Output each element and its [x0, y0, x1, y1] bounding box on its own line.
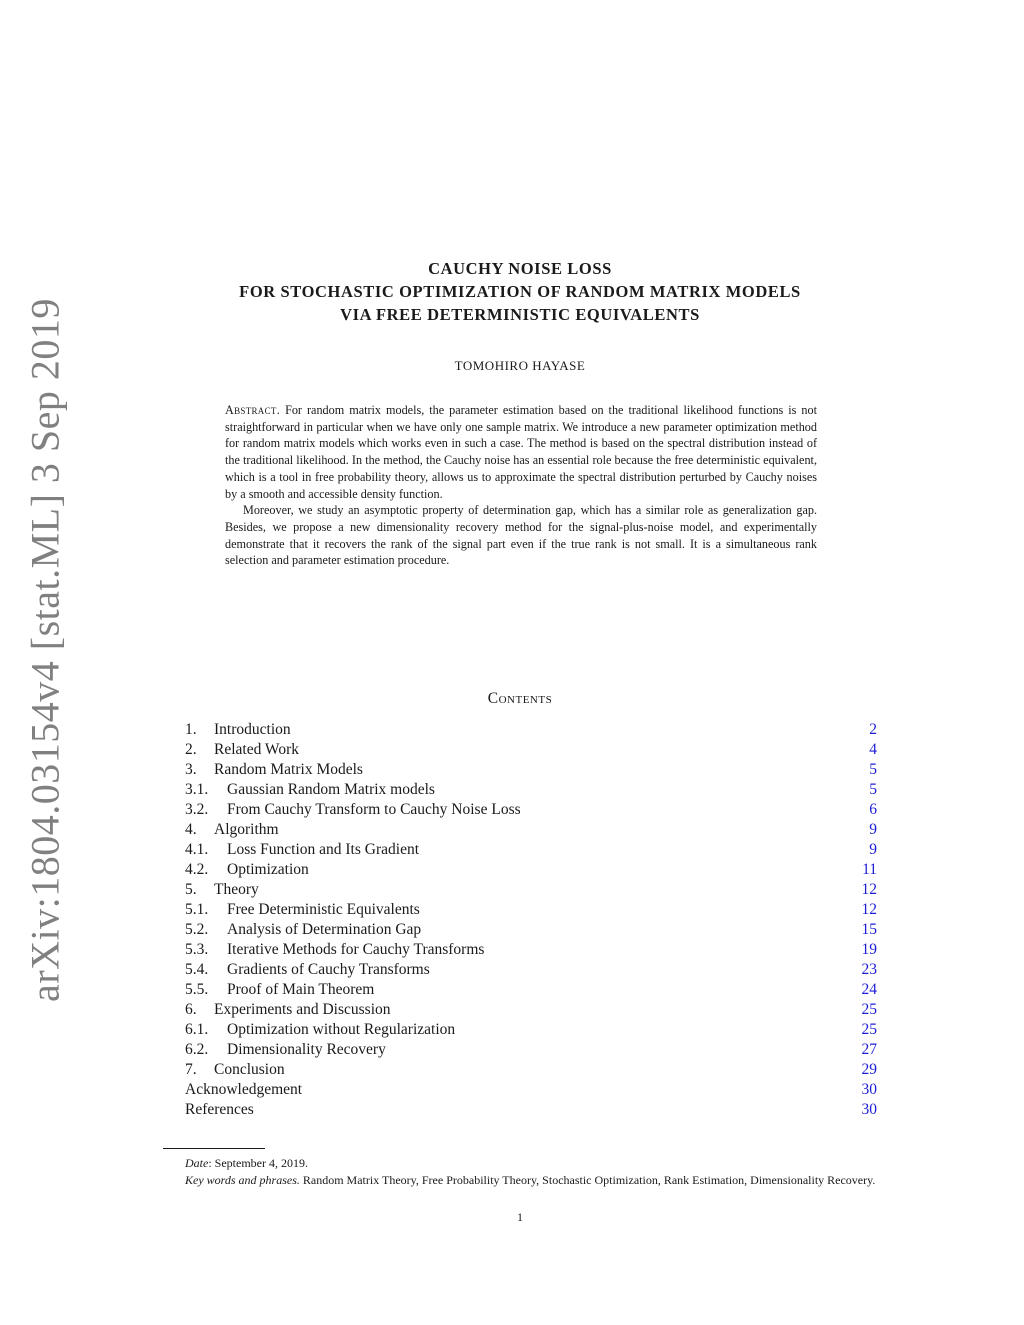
toc-entry-number: 5.2. — [185, 921, 209, 938]
toc-entry-heading — [185, 720, 291, 740]
toc-entry — [185, 800, 877, 820]
toc-entry-title: References — [185, 1101, 254, 1118]
toc-entry — [185, 860, 877, 880]
toc-entry-heading — [185, 1040, 386, 1060]
toc-entry-heading — [185, 1080, 302, 1100]
toc-entry-page-link[interactable]: 12 — [861, 881, 877, 898]
toc-entry — [185, 940, 877, 960]
toc-entry-number: 3. — [185, 761, 197, 778]
toc-entry — [185, 720, 877, 740]
toc-entry-number: 3.1. — [185, 781, 209, 798]
toc-entry — [185, 900, 877, 920]
toc-entry-heading — [185, 860, 309, 880]
toc-entry-page-link[interactable]: 4 — [869, 741, 877, 758]
toc-entry-title: Experiments and Discussion — [214, 1001, 391, 1018]
toc-entry — [185, 820, 877, 840]
toc-entry-heading — [185, 820, 279, 840]
toc-entry-page-link[interactable]: 23 — [861, 961, 877, 978]
toc-entry — [185, 780, 877, 800]
toc-entry-number: 5.4. — [185, 961, 209, 978]
toc-entry-page-link[interactable]: 2 — [869, 721, 877, 738]
toc-entry-number: 4.1. — [185, 841, 209, 858]
footnote-keywords — [163, 1172, 877, 1189]
toc-entry-page-link[interactable]: 25 — [861, 1001, 877, 1018]
toc-entry-number: 5. — [185, 881, 197, 898]
toc-entry-heading — [185, 980, 374, 1000]
paper-title — [160, 257, 880, 326]
toc-entry-heading — [185, 880, 259, 900]
toc-entry-heading — [185, 740, 299, 760]
toc-entry-title: Theory — [214, 881, 259, 898]
toc-entry-page-link[interactable]: 5 — [869, 761, 877, 778]
toc-entry-number: 6.1. — [185, 1021, 209, 1038]
toc-entry-heading — [185, 960, 430, 980]
title-line-3: VIA FREE DETERMINISTIC EQUIVALENTS — [340, 305, 700, 324]
toc-entry-page-link[interactable]: 9 — [869, 841, 877, 858]
toc-entry-title: Algorithm — [214, 821, 279, 838]
toc-entry — [185, 1060, 877, 1080]
page-number: 1 — [517, 1210, 523, 1224]
toc-entry-page-link[interactable]: 25 — [861, 1021, 877, 1038]
toc-entry-page-link[interactable]: 30 — [861, 1081, 877, 1098]
table-of-contents — [185, 720, 877, 1120]
toc-entry-title: Conclusion — [214, 1061, 285, 1078]
abstract-paragraph-1 — [225, 402, 817, 502]
toc-entry-title: Iterative Methods for Cauchy Transforms — [227, 941, 485, 958]
toc-entry — [185, 840, 877, 860]
toc-entry-page-link[interactable]: 29 — [861, 1061, 877, 1078]
toc-entry-title: Gradients of Cauchy Transforms — [227, 961, 430, 978]
toc-entry-heading — [185, 1060, 285, 1080]
toc-entry-title: Introduction — [214, 721, 291, 738]
toc-entry-number: 7. — [185, 1061, 197, 1078]
toc-entry-title: Optimization — [227, 861, 309, 878]
toc-entry-heading — [185, 780, 435, 800]
toc-entry-title: Dimensionality Recovery — [227, 1041, 386, 1058]
footnote-date-label: Date — [185, 1156, 209, 1170]
toc-entry-heading — [185, 760, 363, 780]
toc-entry-page-link[interactable]: 24 — [861, 981, 877, 998]
toc-entry-heading — [185, 1000, 391, 1020]
footnote-date — [163, 1155, 877, 1172]
footnote-divider — [163, 1148, 265, 1149]
abstract-heading: Abstract. — [225, 403, 281, 417]
toc-entry-page-link[interactable]: 19 — [861, 941, 877, 958]
abstract-paragraph-2: Moreover, we study an asymptotic property of determination gap, which has a similar role as generalization gap. Besides, we propose a new dimensionality recovery method for the signal-plus-noise model, and experimentally demonstrate that it recovers the rank of the signal part even if the true rank is not small. It is a simultaneous rank selection and parameter estimation procedure. — [225, 503, 817, 568]
toc-entry — [185, 1100, 877, 1120]
toc-entry-title: Acknowledgement — [185, 1081, 303, 1098]
footnote-keywords-label: Key words and phrases. — [185, 1172, 300, 1187]
toc-entry — [185, 1040, 877, 1060]
toc-entry-page-link[interactable]: 6 — [869, 801, 877, 818]
toc-entry — [185, 740, 877, 760]
toc-entry-number: 3.2. — [185, 801, 209, 818]
toc-entry-heading — [185, 800, 521, 820]
toc-entry-title: Analysis of Determination Gap — [227, 921, 422, 938]
toc-entry-number: 5.5. — [185, 981, 209, 998]
toc-entry-title: Loss Function and Its Gradient — [227, 841, 420, 858]
toc-entry-page-link[interactable]: 5 — [869, 781, 877, 798]
footnotes — [163, 1155, 877, 1188]
toc-entry-page-link[interactable]: 12 — [861, 901, 877, 918]
toc-entry-page-link[interactable]: 27 — [861, 1041, 877, 1058]
toc-entry-heading — [185, 940, 484, 960]
toc-entry-number: 6.2. — [185, 1041, 209, 1058]
toc-entry-page-link[interactable]: 11 — [862, 861, 877, 878]
toc-entry-title: Proof of Main Theorem — [227, 981, 375, 998]
toc-entry — [185, 920, 877, 940]
toc-entry-heading — [185, 920, 421, 940]
toc-entry — [185, 1000, 877, 1020]
toc-entry-number: 1. — [185, 721, 197, 738]
toc-entry-title: Random Matrix Models — [214, 761, 363, 778]
toc-entry-page-link[interactable]: 9 — [869, 821, 877, 838]
toc-entry-title: Optimization without Regularization — [227, 1021, 456, 1038]
abstract-paragraph-1-text: For random matrix models, the parameter estimation based on the traditional likelihood functions is not straightforward in particular when we have only one sample matrix. We introduce a new parameter optimization method for random matrix models which works even in such a case. The method is based on the spectral distribution instead of the traditional likelihood. In the method, the Cauchy noise has an essential role because the free deterministic equivalent, which is a tool in free probability theory, allows us to approximate the spectral distribution perturbed by Cauchy noises by a smooth and accessible density function. — [225, 403, 817, 501]
toc-entry-heading — [185, 1020, 455, 1040]
title-line-1: CAUCHY NOISE LOSS — [428, 259, 612, 278]
toc-entry — [185, 960, 877, 980]
arxiv-identifier-stamp: arXiv:1804.03154v4 [stat.ML] 3 Sep 2019 — [22, 298, 68, 1002]
toc-entry-number: 4. — [185, 821, 197, 838]
author-name: TOMOHIRO HAYASE — [454, 358, 586, 373]
title-line-2: FOR STOCHASTIC OPTIMIZATION OF RANDOM MATRIX MODELS — [239, 282, 801, 301]
toc-entry-page-link[interactable]: 15 — [861, 921, 877, 938]
toc-entry-title: Free Deterministic Equivalents — [227, 901, 420, 918]
toc-entry-heading — [185, 900, 420, 920]
footnote-keywords-value: Random Matrix Theory, Free Probability Theory, Stochastic Optimization, Rank Estimation, Dimensionality Recovery. — [299, 1172, 876, 1187]
toc-entry-heading — [185, 840, 419, 860]
toc-entry — [185, 760, 877, 780]
toc-entry — [185, 1020, 877, 1040]
abstract — [225, 402, 817, 569]
toc-entry-title: Gaussian Random Matrix models — [227, 781, 435, 798]
toc-entry — [185, 1080, 877, 1100]
footnote-date-value: : September 4, 2019. — [208, 1156, 308, 1170]
toc-entry-number: 6. — [185, 1001, 197, 1018]
toc-entry-number: 5.3. — [185, 941, 209, 958]
toc-entry-title: From Cauchy Transform to Cauchy Noise Loss — [227, 801, 521, 818]
toc-entry-number: 4.2. — [185, 861, 209, 878]
toc-entry-title: Related Work — [214, 741, 299, 758]
toc-entry-number: 2. — [185, 741, 197, 758]
toc-entry — [185, 980, 877, 1000]
toc-entry-heading — [185, 1100, 254, 1120]
toc-entry-page-link[interactable]: 30 — [861, 1101, 877, 1118]
contents-heading: Contents — [487, 690, 553, 707]
toc-entry-number: 5.1. — [185, 901, 209, 918]
toc-entry — [185, 880, 877, 900]
